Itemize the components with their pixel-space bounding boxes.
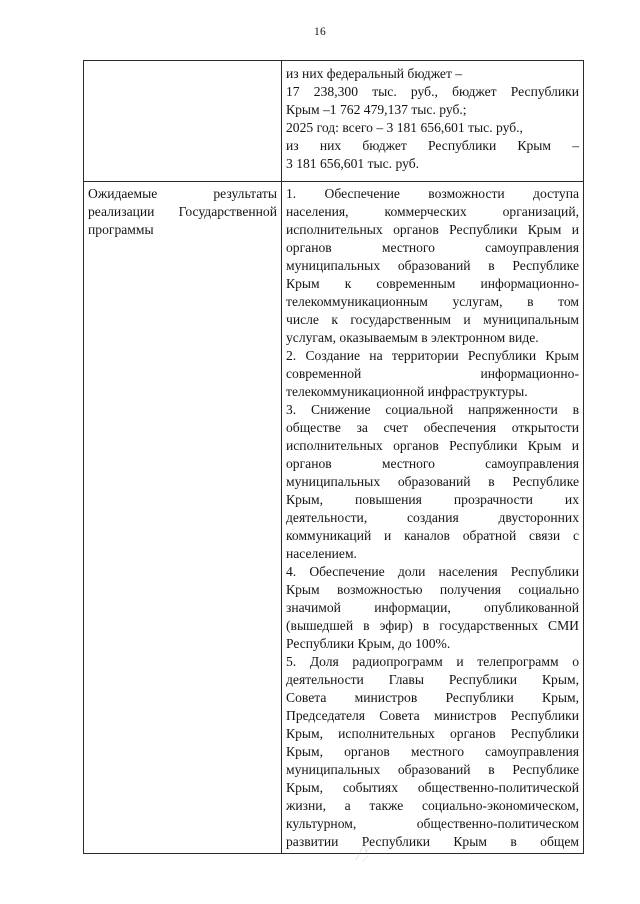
table-row-expected-results xyxy=(84,182,584,854)
results-line: 2. Создание на территории Республики Крым xyxy=(286,348,579,363)
results-line: исполнительных органов Республики Крым и xyxy=(286,222,579,237)
results-label-line: программы xyxy=(88,222,154,237)
funding-text xyxy=(282,61,583,181)
results-line: деятельности, создания двусторонних xyxy=(286,510,579,525)
results-line: культурном, общественно-политическом xyxy=(286,816,579,831)
results-line: деятельности Главы Республики Крым, xyxy=(286,672,579,687)
table-cell-label-empty xyxy=(84,61,282,182)
funding-line: из них федеральный бюджет – xyxy=(286,66,463,81)
results-line: жизни, а также социально-экономическом, xyxy=(286,798,579,813)
results-line: Крым возможностью получения социально xyxy=(286,582,579,597)
results-line: значимой информации, опубликованной xyxy=(286,600,579,615)
results-line: развитии Республики Крым в общем xyxy=(286,834,579,849)
results-line: исполнительных органов Республики Крым и xyxy=(286,438,579,453)
results-line: органов местного самоуправления xyxy=(286,240,579,255)
table-cell-results-label xyxy=(84,182,282,854)
results-line: 1. Обеспечение возможности доступа xyxy=(286,186,579,201)
results-line: 5. Доля радиопрограмм и телепрограмм о xyxy=(286,654,579,669)
funding-line: 3 181 656,601 тыс. руб. xyxy=(286,156,420,171)
results-line: числе к государственным и муниципальным xyxy=(286,312,579,327)
funding-line: Крым –1 762 479,137 тыс. руб.; xyxy=(286,102,467,117)
results-line: населения, коммерческих организаций, xyxy=(286,204,579,219)
results-line: Совета министров Республики Крым, xyxy=(286,690,579,705)
results-line: Крым к современным информационно- xyxy=(286,276,579,291)
results-line: обществе за счет обеспечения открытости xyxy=(286,420,579,435)
results-label xyxy=(84,182,281,241)
table-cell-funding xyxy=(282,61,584,182)
results-line: Крым, событиях общественно-политической xyxy=(286,780,579,795)
results-line: муниципальных образований в Республике xyxy=(286,762,579,777)
page-number: 16 xyxy=(313,26,327,38)
results-line: телекоммуникационным услугам, в том xyxy=(286,294,579,309)
results-line: 3. Снижение социальной напряженности в xyxy=(286,402,579,417)
results-line: коммуникаций и каналов обратной связи с xyxy=(286,528,579,543)
results-line: муниципальных образований в Республике xyxy=(286,258,579,273)
results-line: (вышедшей в эфир) в государственных СМИ xyxy=(286,618,579,633)
funding-line: из них бюджет Республики Крым – xyxy=(286,138,579,153)
funding-line: 17 238,300 тыс. руб., бюджет Республики xyxy=(286,84,579,99)
results-line: населением. xyxy=(286,546,357,561)
funding-line: 2025 год: всего – 3 181 656,601 тыс. руб., xyxy=(286,120,523,135)
results-line: Крым, исполнительных органов Республики xyxy=(286,726,579,741)
table-row-funding xyxy=(84,61,584,182)
results-line: телекоммуникационной инфраструктуры. xyxy=(286,384,528,399)
results-line: услугам, оказываемым в электронном виде. xyxy=(286,330,539,345)
results-label-line: реализации Государственной xyxy=(88,204,277,219)
results-line: органов местного самоуправления xyxy=(286,456,579,471)
scan-artifact xyxy=(352,838,382,864)
table-cell-results-text xyxy=(282,182,584,854)
results-line: современной информационно- xyxy=(286,366,579,381)
results-line: муниципальных образований в Республике xyxy=(286,474,579,489)
results-label-line: Ожидаемые результаты xyxy=(88,186,277,201)
results-text xyxy=(282,182,583,853)
results-line: Крым, органов местного самоуправления xyxy=(286,744,579,759)
funding-label xyxy=(84,61,281,73)
passport-table xyxy=(83,60,584,854)
results-line: Председателя Совета министров Республики xyxy=(286,708,579,723)
results-line: 4. Обеспечение доли населения Республики xyxy=(286,564,579,579)
results-line: Крым, повышения прозрачности их xyxy=(286,492,579,507)
results-line: Республики Крым, до 100%. xyxy=(286,636,451,651)
